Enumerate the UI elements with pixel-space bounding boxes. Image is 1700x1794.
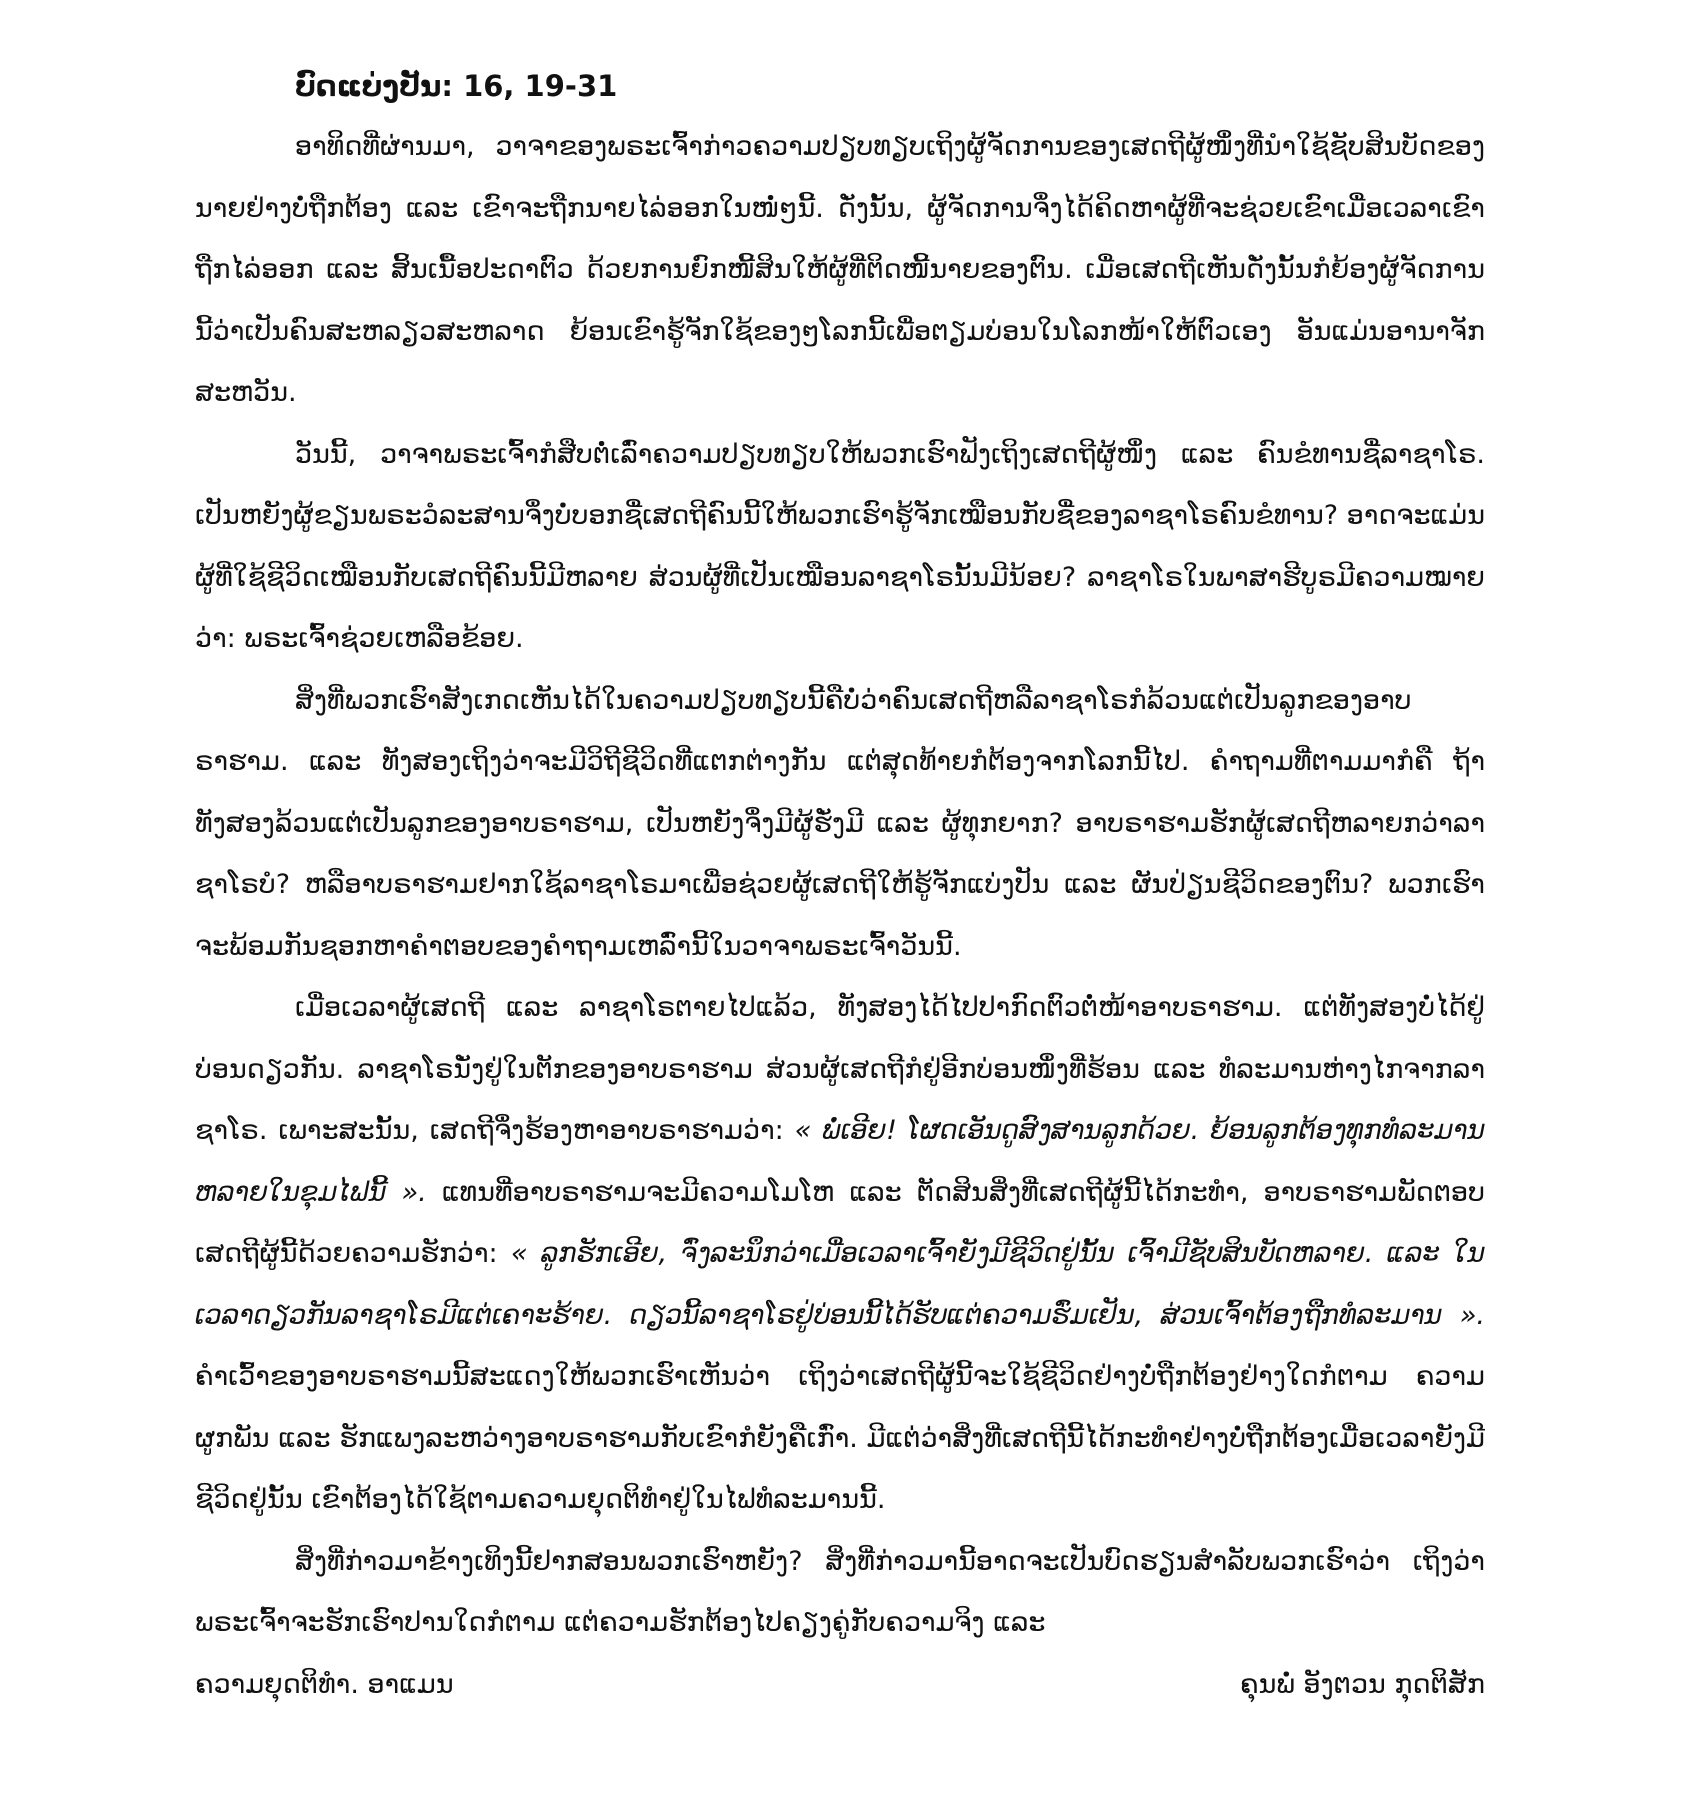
paragraph-3 xyxy=(195,670,1485,978)
author-signature: ຄຸນພໍ່ ອັງຕວນ ກຸດຕິສັກ xyxy=(1240,1668,1485,1700)
closing-line xyxy=(195,1654,1485,1716)
paragraph-4-text-middle: ແທນທີ່ອາບຣາຮາມຈະມີຄວາມໂມໂຫ ແລະ ຕັດສິນສິ່ງທີ່ເສດຖີຜູ້ນີ້ໄດ້ກະທຳ, ອາບຣາຮາມພັດຕອບເສດຖີຜູ້ນີ້ດ້ວຍຄວາມຮັກວ່າ: xyxy=(195,1176,1485,1269)
paragraph-2 xyxy=(195,424,1485,670)
quote-abraham: « ລູກຮັກເອີຍ, ຈົ່ງລະນຶກວ່າເມື່ອເວລາເຈົ້າຍັງມີຊີວິດຢູ່ນັ້ນ ເຈົ້າມີຊັບສິນບັດຫລາຍ. ແລະ ໃນເວລາດຽວກັນລາຊາໂຣມີແຕ່ເຄາະຮ້າຍ. ດຽວນີ້ລາຊາໂຣຢູ່ບ່ອນນີ້ໄດ້ຮັບແຕ່ຄວາມຮົ່ມເຢັນ, ສ່ວນເຈົ້າຕ້ອງຖືກທໍລະມານ ». xyxy=(195,1238,1485,1331)
closing-amen: ຄວາມຍຸດຕິທຳ. ອາແມນ xyxy=(195,1668,454,1700)
paragraph-3-text: ສິ່ງທີ່ພວກເຮົາສັງເກດເຫັນໄດ້ໃນຄວາມປຽບທຽບນີ້ຄືບໍ່ວ່າຄົນເສດຖີຫລືລາຊາໂຣກໍລ້ວນແຕ່ເປັນລູກຂອງອາບຣາຮາມ. ແລະ ທັງສອງເຖິງວ່າຈະມີວິຖີຊີວິດທີ່ແຕກຕ່າງກັນ ແຕ່ສຸດທ້າຍກໍຕ້ອງຈາກໂລກນີ້ໄປ. ຄຳຖາມທີ່ຕາມມາກໍຄື ຖ້າທັງສອງລ້ວນແຕ່ເປັນລູກຂອງອາບຣາຮາມ, ເປັນຫຍັງຈຶ່ງມີຜູ້ຮັ່ງມີ ແລະ ຜູ້ທຸກຍາກ? ອາບຣາຮາມຮັກຜູ້ເສດຖີຫລາຍກວ່າລາຊາໂຣບໍ? ຫລືອາບຣາຮາມຢາກໃຊ້ລາຊາໂຣມາເພື່ອຊ່ວຍຜູ້ເສດຖີໃຫ້ຮູ້ຈັກແບ່ງປັນ ແລະ ຜັນປ່ຽນຊີວິດຂອງຕົນ? ພວກເຮົາຈະພ້ອມກັນຊອກຫາຄຳຕອບຂອງຄຳຖາມເຫລົ່ານີ້ໃນວາຈາພຣະເຈົ້າວັນນີ້. xyxy=(195,684,1485,962)
document-page xyxy=(195,62,1485,1715)
heading-label: ບົດແບ່ງປັນ: xyxy=(295,69,453,103)
heading-reference: 16, 19-31 xyxy=(463,69,618,103)
paragraph-2-text: ວັນນີ້, ວາຈາພຣະເຈົ້າກໍສືບຕໍ່ເລົ່າຄວາມປຽບທຽບໃຫ້ພວກເຮົາຟັງເຖິງເສດຖີຜູ້ໜຶ່ງ ແລະ ຄົນຂໍທານຊື່ລາຊາໂຣ. ເປັນຫຍັງຜູ້ຂຽນພຣະວໍລະສານຈຶ່ງບໍ່ບອກຊື່ເສດຖີຄົນນີ້ໃຫ້ພວກເຮົາຮູ້ຈັກເໝືອນກັບຊື່ຂອງລາຊາໂຣຄົນຂໍທານ? ອາດຈະແມ່ນຜູ້ທີ່ໃຊ້ຊີວິດເໝືອນກັບເສດຖີຄົນນີ້ມີຫລາຍ ສ່ວນຜູ້ທີ່ເປັນເໝືອນລາຊາໂຣນັ້ນມີນ້ອຍ? ລາຊາໂຣໃນພາສາຮີບູຣມີຄວາມໝາຍວ່າ: ພຣະເຈົ້າຊ່ວຍເຫລືອຂ້ອຍ. xyxy=(195,438,1485,654)
paragraph-4-text-after: ຄຳເວົ້າຂອງອາບຣາຮາມນີ້ສະແດງໃຫ້ພວກເຮົາເຫັນວ່າ ເຖິງວ່າເສດຖີຜູ້ນີ້ຈະໃຊ້ຊີວິດຢ່າງບໍ່ຖືກຕ້ອງຢ່າງໃດກໍຕາມ ຄວາມຜູກພັນ ແລະ ຮັກແພງລະຫວ່າງອາບຣາຮາມກັບເຂົາກໍຍັງຄືເກົ່າ. ມີແຕ່ວ່າສິ່ງທີ່ເສດຖີນີ້ໄດ້ກະທຳຢ່າງບໍ່ຖືກຕ້ອງເມື່ອເວລາຍັງມີຊີວິດຢູ່ນັ້ນ ເຂົາຕ້ອງໄດ້ໃຊ້ຕາມຄວາມຍຸດຕິທຳຢູ່ໃນໄຟທໍລະມານນີ້. xyxy=(195,1361,1485,1515)
paragraph-1 xyxy=(195,116,1485,424)
paragraph-4-text-before: ເມື່ອເວລາຜູ້ເສດຖີ ແລະ ລາຊາໂຣຕາຍໄປແລ້ວ, ທັງສອງໄດ້ໄປປາກົດຕົວຕໍ່ໜ້າອາບຣາຮາມ. ແຕ່ທັງສອງບໍ່ໄດ້ຢູ່ບ່ອນດຽວກັນ. ລາຊາໂຣນັ່ງຢູ່ໃນຕັກຂອງອາບຣາຮາມ ສ່ວນຜູ້ເສດຖີກໍຢູ່ອີກບ່ອນໜຶ່ງທີ່ຮ້ອນ ແລະ ທໍລະມານຫ່າງໄກຈາກລາຊາໂຣ. ເພາະສະນັ້ນ, ເສດຖີຈຶ່ງຮ້ອງຫາອາບຣາຮາມວ່າ: xyxy=(195,992,1485,1146)
section-heading xyxy=(295,62,1485,110)
paragraph-5-text: ສິ່ງທີ່ກ່າວມາຂ້າງເທິງນີ້ຢາກສອນພວກເຮົາຫຍັງ? ສິ່ງທີ່ກ່າວມານີ້ອາດຈະເປັນບົດຮຽນສຳລັບພວກເຮົາວ່າ ເຖິງວ່າພຣະເຈົ້າຈະຮັກເຮົາປານໃດກໍຕາມ ແຕ່ຄວາມຮັກຕ້ອງໄປຄຽງຄູ່ກັບຄວາມຈິງ ແລະ xyxy=(195,1545,1485,1638)
quote-rich-man: « ພໍ່ເອີຍ! ໂຜດເອັນດູສົງສານລູກດ້ວຍ. ຍ້ອນລູກຕ້ອງທຸກທໍລະມານຫລາຍໃນຂຸມໄຟນີ້ ». xyxy=(195,1115,1485,1208)
paragraph-1-text: ອາທິດທີ່ຜ່ານມາ, ວາຈາຂອງພຣະເຈົ້າກ່າວຄວາມປຽບທຽບເຖິງຜູ້ຈັດການຂອງເສດຖີຜູ້ໜຶ່ງທີ່ນຳໃຊ້ຊັບສິນບັດຂອງນາຍຢ່າງບໍ່ຖືກຕ້ອງ ແລະ ເຂົາຈະຖືກນາຍໄລ່ອອກໃນໜໍ່ໆນີ້. ດັ່ງນັ້ນ, ຜູ້ຈັດການຈຶ່ງໄດ້ຄິດຫາຜູ້ທີ່ຈະຊ່ວຍເຂົາເມື່ອເວລາເຂົາຖືກໄລ່ອອກ ແລະ ສິ້ນເນື້ອປະດາຕົວ ດ້ວຍການຍົກໜີ້ສິນໃຫ້ຜູ້ທີ່ຕິດໜີ້ນາຍຂອງຕົນ. ເມື່ອເສດຖີເຫັນດັ່ງນັ້ນກໍຍ້ອງຜູ້ຈັດການນີ້ວ່າເປັນຄົນສະຫລຽວສະຫລາດ ຍ້ອນເຂົາຮູ້ຈັກໃຊ້ຂອງໆໂລກນີ້ເພື່ອຕຽມບ່ອນໃນໂລກໜ້າໃຫ້ຕົວເອງ ອັນແມ່ນອານາຈັກສະຫວັນ. xyxy=(195,131,1485,408)
paragraph-4 xyxy=(195,977,1485,1531)
paragraph-5 xyxy=(195,1531,1485,1654)
